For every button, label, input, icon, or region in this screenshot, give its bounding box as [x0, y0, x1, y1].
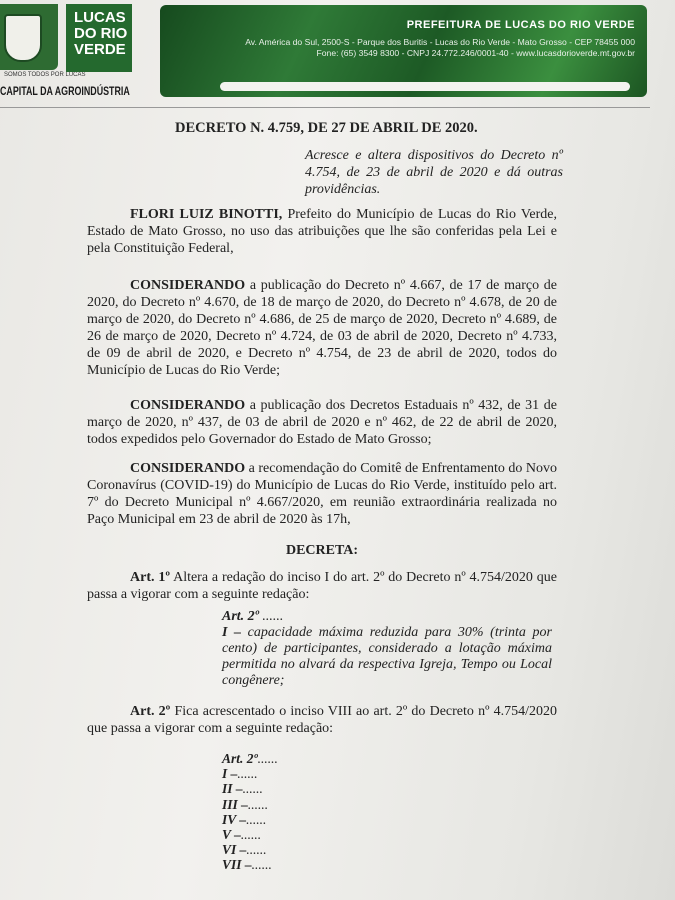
decreta-heading: DECRETA:	[285, 543, 359, 558]
banner-stripe	[220, 82, 630, 91]
ellipsis: ......	[242, 781, 263, 797]
considerando-text: a publicação do Decreto nº 4.667, de 17 de março de 2020, do Decreto nº 4.670, de 18 de março de 2020, do Decreto nº 4.678, de 20 de março de 2020, do Decreto nº 4.686, de 25 de março de 2020, Decreto nº 4.689, de 26 de março de 2020, Decreto nº 4.724, de 03 de abril de 2020, Decreto nº 4.733, de 09 de abril de 2020, e Decreto nº 4.754, de 23 de abril de 2020, todos do Município de Lucas do Rio Verde;	[87, 278, 557, 378]
decree-title: DECRETO N. 4.759, DE 27 DE ABRIL DE 2020.	[175, 120, 478, 136]
letterhead	[0, 0, 675, 108]
considerando-text: a publicação dos Decretos Estaduais nº 432, de 31 de março de 2020, nº 437, de 03 de abril de 2020 e nº 462, de 22 de abril de 2020, todos expedidos pelo Governador do Estado de Mato Grosso;	[87, 398, 557, 447]
city-name-line: DO RIO	[74, 25, 128, 42]
considerando-label: CONSIDERANDO	[130, 398, 246, 413]
ellipsis: ......	[258, 609, 284, 624]
mayor-name: FLORI LUIZ BINOTTI,	[130, 207, 283, 222]
decree-summary: Acresce e altera dispositivos do Decreto nº 4.754, de 23 de abril de 2020 e dá outras providências.	[305, 148, 563, 197]
item-label: VI –	[222, 842, 247, 858]
considerando-1	[87, 277, 557, 379]
ellipsis: ......	[237, 766, 258, 782]
ellipsis: ......	[247, 796, 269, 812]
list-item	[222, 766, 557, 781]
list-item	[222, 797, 557, 812]
city-name-line: LUCAS	[74, 9, 126, 26]
article-label: Art. 1º	[130, 570, 170, 585]
list-item	[222, 781, 557, 796]
city-name-line: VERDE	[74, 41, 126, 58]
header-divider	[0, 107, 650, 108]
list-item	[222, 857, 557, 872]
preamble	[87, 206, 557, 257]
decree-body	[87, 120, 563, 873]
contact-info	[245, 37, 635, 59]
article-1	[87, 569, 557, 603]
phone-cnpj-website: Fone: (65) 3549 8300 - CNPJ 24.772.246/0001-40 - www.lucasdorioverde.mt.gov.br	[316, 48, 635, 58]
article-label: Art. 2º	[130, 704, 171, 719]
item-label: V –	[222, 827, 241, 843]
quote-article-label: Art. 2º	[222, 751, 258, 766]
article-2	[87, 703, 557, 737]
list-item	[222, 812, 557, 827]
ellipsis: ......	[246, 842, 267, 858]
quote-article-label: Art. 2º	[222, 609, 259, 624]
address: Av. América do Sul, 2500-S - Parque dos Buritis - Lucas do Rio Verde - Mato Grosso - CEP 78455 000	[245, 37, 635, 47]
considerando-3	[87, 460, 557, 528]
item-text: capacidade máxima reduzida para 30% (trinta por cento) de participantes, considerado a lotação máxima permitida no alvará da respectiva Igreja, Tempo ou Local congênere;	[222, 625, 552, 688]
item-label: II –	[222, 781, 243, 797]
ellipsis: ......	[251, 857, 272, 873]
ellipsis: ......	[257, 751, 278, 766]
considerando-label: CONSIDERANDO	[130, 278, 246, 293]
list-item	[222, 842, 557, 857]
article-text: Altera a redação do inciso I do art. 2º do Decreto nº 4.754/2020 que passa a vigorar com a seguinte redação:	[87, 570, 557, 602]
considerando-label: CONSIDERANDO	[130, 461, 246, 476]
ellipsis: ......	[240, 827, 262, 843]
quoted-article-1	[222, 609, 552, 689]
item-label: I –	[222, 766, 238, 782]
item-label: I –	[222, 625, 242, 640]
quoted-article-2	[222, 751, 557, 873]
ellipsis: ......	[246, 811, 267, 827]
item-label: VII –	[222, 857, 252, 873]
preamble-text: Prefeito do Município de Lucas do Rio Verde, Estado de Mato Grosso, no uso das atribuições que lhe são conferidas pela Lei e pela Constituição Federal,	[87, 207, 558, 256]
tagline: CAPITAL DA AGROINDÚSTRIA	[0, 84, 130, 98]
considerando-2	[87, 397, 557, 448]
considerando-text: a recomendação do Comitê de Enfrentamento do Novo Coronavírus (COVID-19) do Município de Lucas do Rio Verde, instituído pelo art. 7º do Decreto Municipal nº 4.667/2020, em reunião extraordinária realizada no Paço Municipal em 23 de abril de 2020 às 17h,	[87, 461, 557, 527]
article-text: Fica acrescentado o inciso VIII ao art. 2º do Decreto nº 4.754/2020 que passa a vigorar com a seguinte redação:	[87, 704, 558, 736]
crest-logo	[0, 4, 58, 70]
coat-of-arms-icon	[4, 14, 42, 62]
item-label: IV –	[222, 811, 247, 827]
crest-motto: SOMOS TODOS POR LUCAS	[4, 72, 86, 78]
header-banner	[160, 5, 647, 97]
list-item	[222, 827, 557, 842]
city-name-logo	[66, 4, 132, 72]
item-label: III –	[222, 796, 248, 812]
organization-name: PREFEITURA DE LUCAS DO RIO VERDE	[406, 19, 635, 31]
